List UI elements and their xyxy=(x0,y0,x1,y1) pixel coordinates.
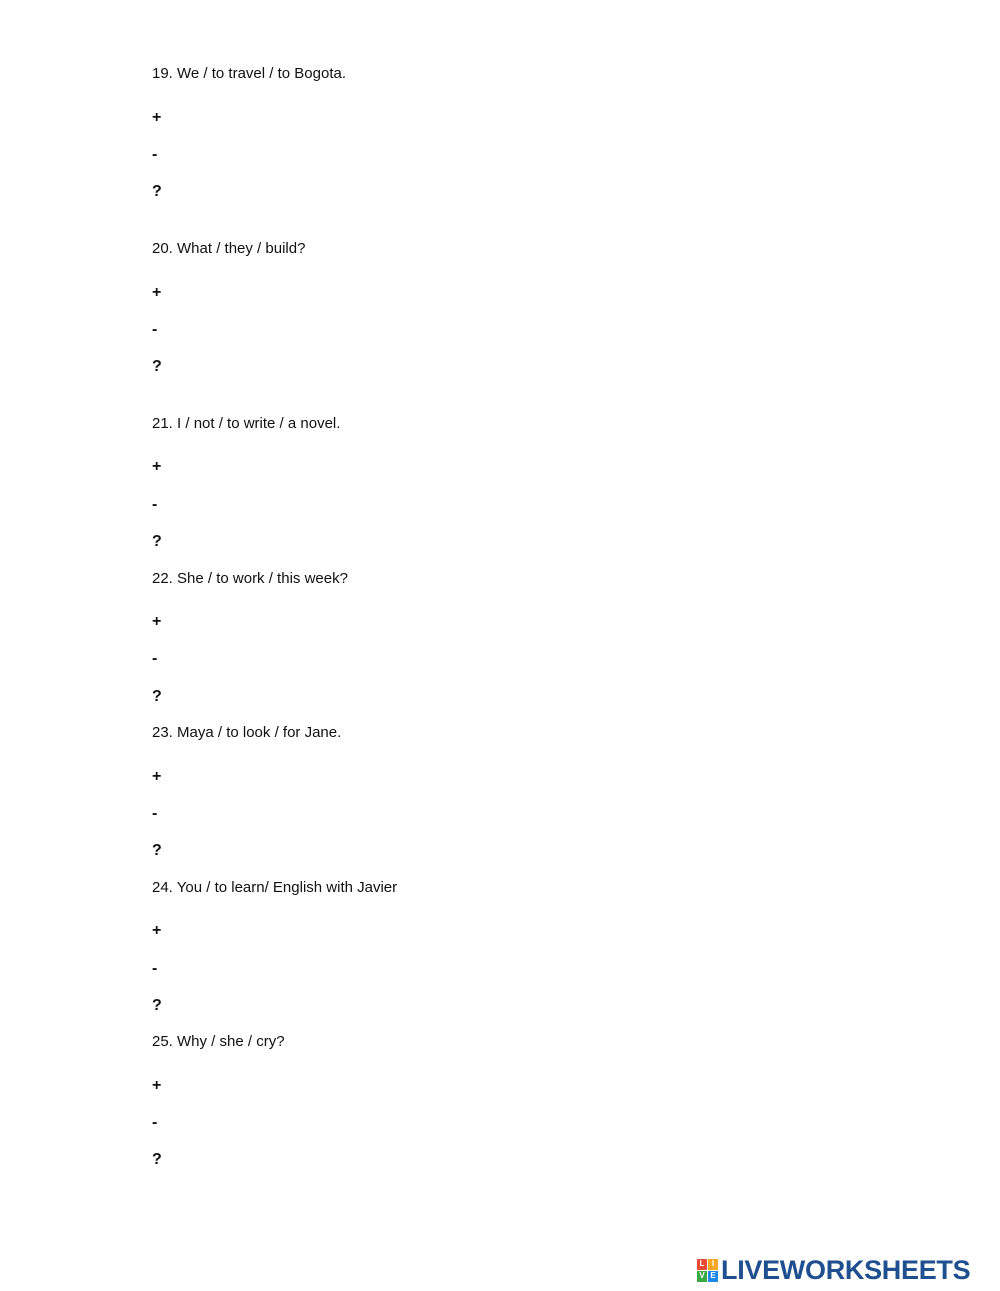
exercise-23-affirmative-mark: + xyxy=(152,768,162,785)
exercise-25-affirmative-mark: + xyxy=(152,1077,162,1094)
exercise-19-prompt: 19. We / to travel / to Bogota. xyxy=(152,65,346,82)
exercise-20-affirmative-mark: + xyxy=(152,284,162,301)
exercise-23-question-mark: ? xyxy=(152,842,162,859)
exercise-22-affirmative-mark: + xyxy=(152,613,162,630)
brand-name: LIVEWORKSHEETS xyxy=(721,1255,971,1285)
exercise-21-prompt: 21. I / not / to write / a novel. xyxy=(152,415,341,432)
exercise-19-question-mark: ? xyxy=(152,183,162,200)
exercise-19-affirmative-mark: + xyxy=(152,109,162,126)
exercise-25-question-mark: ? xyxy=(152,1151,162,1168)
exercise-24-prompt: 24. You / to learn/ English with Javier xyxy=(152,879,398,896)
exercise-23-prompt: 23. Maya / to look / for Jane. xyxy=(152,724,342,741)
exercise-24-affirmative-mark: + xyxy=(152,922,162,939)
exercise-25-prompt: 25. Why / she / cry? xyxy=(152,1033,285,1050)
live-icon-v: V xyxy=(697,1271,707,1282)
live-icon-l: L xyxy=(697,1259,707,1270)
live-icon-e: E xyxy=(708,1271,718,1282)
liveworksheets-logo xyxy=(697,1255,970,1285)
exercise-21-question-mark: ? xyxy=(152,533,162,550)
exercise-21-affirmative-mark: + xyxy=(152,458,162,475)
live-icon-i: I xyxy=(708,1259,718,1270)
exercise-22-question-mark: ? xyxy=(152,688,162,705)
exercise-25-negative-mark: - xyxy=(152,1114,158,1131)
live-logo-icon xyxy=(697,1259,718,1282)
exercise-19-negative-mark: - xyxy=(152,146,158,163)
exercise-22-prompt: 22. She / to work / this week? xyxy=(152,570,348,587)
exercise-23-negative-mark: - xyxy=(152,805,158,822)
exercise-20-negative-mark: - xyxy=(152,321,158,338)
exercise-21-negative-mark: - xyxy=(152,496,158,513)
exercise-20-prompt: 20. What / they / build? xyxy=(152,240,306,257)
exercise-22-negative-mark: - xyxy=(152,650,158,667)
exercise-20-question-mark: ? xyxy=(152,358,162,375)
exercise-24-question-mark: ? xyxy=(152,997,162,1014)
exercise-24-negative-mark: - xyxy=(152,960,158,977)
